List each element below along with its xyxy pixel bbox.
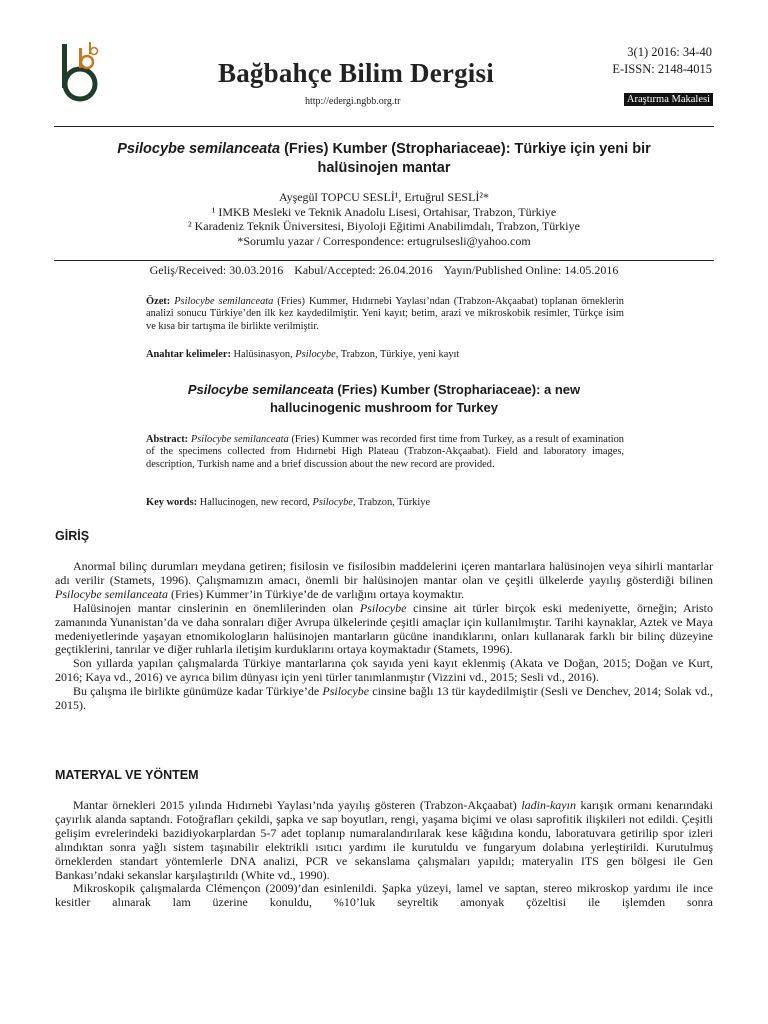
anahtar-post: , Trabzon, Türkiye, yeni kayıt <box>335 349 460 360</box>
en-title-line2: hallucinogenic mushroom for Turkey <box>269 400 498 415</box>
bbb-logo-icon <box>58 42 104 104</box>
giris-p1-text-b: (Fries) Kummer’in Türkiye’de de varlığını ortaya koymaktır. <box>167 586 465 601</box>
ozet-label: Özet: <box>146 296 171 307</box>
published-date: Yayın/Published Online: 14.05.2016 <box>443 263 619 277</box>
materyal-heading: MATERYAL VE YÖNTEM <box>55 768 199 782</box>
anahtar-label: Anahtar kelimeler: <box>146 349 231 360</box>
author-names: Ayşegül TOPCU SESLİ¹, Ertuğrul SESLİ²* <box>279 190 489 204</box>
giris-paragraph-3: Son yıllarda yapılan çalışmalarda Türkiye mantarlarına çok sayıda yeni kayıt eklenmiş (Akata ve Doğan, 2015; Doğan ve Kurt, 2016; Kaya vd., 2016) ve ayrıca bilim dünyası için yeni türler tanımlanmıştır (Vizzini vd., 2015; Sesli vd., 2016). <box>55 656 713 685</box>
giris-paragraph-1 <box>55 560 713 602</box>
materyal-p1-forest: ladin-kayın <box>521 798 576 812</box>
author-block <box>60 190 708 248</box>
issue-number: 3(1) 2016: 34-40 <box>627 45 712 59</box>
issue-info <box>612 44 712 78</box>
journal-logo <box>58 42 104 104</box>
ozet-paragraph <box>146 296 624 333</box>
giris-p1-text-a: Anormal bilinç durumları meydana getiren; fisilosin ve fisilosibin maddelerini içeren mantarlara halüsinojen veya sihirli mantarlar adı verilir (Stamets, 1996). Çalışmamızın amacı, önemli bir halüsinojen mantar olan ve çeşitli ülkelerde yayılış gösterdiği bilinen <box>55 559 713 587</box>
giris-p4-text-b: cinsine bağlı 13 tür kaydedilmiştir (Sesli ve Denchev, 2014; Solak vd., 2015). <box>55 684 713 713</box>
dates-line <box>60 263 708 278</box>
en-title-species: Psilocybe semilanceata <box>187 382 334 397</box>
giris-body <box>55 560 713 713</box>
ozet-species: Psilocybe semilanceata <box>174 296 274 307</box>
journal-url[interactable]: http://edergi.ngbb.org.tr <box>305 96 401 107</box>
keywords-post: , Trabzon, Türkiye <box>352 497 431 508</box>
journal-name: Bağbahçe Bilim Dergisi <box>218 58 494 88</box>
anahtar-pre: Halüsinasyon, <box>230 349 296 360</box>
keywords-pre: Hallucinogen, new record, <box>197 497 313 508</box>
giris-p1-species: Psilocybe semilanceata <box>55 586 168 601</box>
giris-heading: GİRİŞ <box>55 529 90 543</box>
giris-p4-genus: Psilocybe <box>322 684 370 699</box>
title-line2: halüsinojen mantar <box>317 160 451 176</box>
affiliation-2: ² Karadeniz Teknik Üniversitesi, Biyoloji Eğitimi Anabilimdalı, Trabzon, Türkiye <box>188 219 580 234</box>
affiliation-1: ¹ IMKB Mesleki ve Teknik Anadolu Lisesi, Ortahisar, Trabzon, Türkiye <box>211 204 557 219</box>
dates-top-divider <box>54 260 714 261</box>
giris-p4-text-a: Bu çalışma ile birlikte günümüze kadar Türkiye’de <box>73 684 323 699</box>
header-divider <box>54 126 714 127</box>
giris-paragraph-4 <box>55 685 713 713</box>
title-line1: (Fries) Kumber (Strophariaceae): Türkiye için yeni bir <box>280 141 651 157</box>
abstract-text: (Fries) Kummer was recorded first time from Turkey, as a result of examination of the specimens collected from Hıdırnebi High Plateau (Trabzon-Akçaabat). Field and laboratory images, description, Turkish name and a brief discussion about the new record are provided. <box>146 434 624 470</box>
anahtar-genus: Psilocybe <box>295 349 336 360</box>
received-date: Geliş/Received: 30.03.2016 <box>149 263 284 277</box>
materyal-paragraph-2: Mikroskopik çalışmalarda Clémençon (2009)’dan esinlenildi. Şapka yüzeyi, lamel ve saptan, stereo mikroskop yardımı ile ince kesitler alınarak lam üzerine konuldu, %10’luk seyreltik amonyak çözeltisi ile işlemden sonra <box>55 881 713 910</box>
keywords-label: Key words: <box>146 497 198 508</box>
abstract-label: Abstract: <box>146 434 189 445</box>
english-title <box>120 381 648 417</box>
ozet-text: (Fries) Kummer, Hıdırnebi Yaylası’ndan (Trabzon-Akçaabat) toplanan örneklerin analizi sonucu Türkiye’den ilk kez kaydedilmiştir. Yeni kayıt; betim, arazi ve mikroskobik resimler, Türkçe isim ve kısa bir tartışma ile birlikte verilmiştir. <box>146 296 624 332</box>
abstract-paragraph <box>146 434 624 471</box>
keywords-genus: Psilocybe <box>312 497 353 508</box>
anahtar-kelimeler <box>146 349 624 361</box>
abstract-species: Psilocybe semilanceata <box>190 434 289 445</box>
en-title-line1: (Fries) Kumber (Strophariaceae): a new <box>333 382 581 397</box>
accepted-date: Kabul/Accepted: 26.04.2016 <box>294 263 433 277</box>
paper-title <box>60 140 708 178</box>
issn: E-ISSN: 2148-4015 <box>612 62 712 76</box>
materyal-paragraph-1 <box>55 799 713 882</box>
key-words <box>146 497 624 509</box>
giris-p2-genus: Psilocybe <box>359 600 407 615</box>
materyal-body <box>55 799 713 910</box>
materyal-p1-text-a: Mantar örnekleri 2015 yılında Hıdırnebi Yaylası’nda yayılış gösteren (Trabzon-Akçaabat) <box>73 798 522 812</box>
giris-paragraph-2 <box>55 602 713 658</box>
giris-p2-text-b: cinsine ait türler birçok eski medeniyette, örneğin; Aristo zamanında Yunanistan’da ve daha sonraları diğer Avrupa ülkelerinde çeşitli amaçlar için kullanılmıştır. Tarihi kaynaklar, Aztek ve Maya medeniyetlerinde yaşayan etnomikologların halüsinojen mantarların gücüne inandıklarını, onları kullanarak farklı bir bilinç düzeyine geçtiklerini, tanrılar ve diğer ruhlarla iletişim kurduklarını ortaya koymaktadır (Stamets, 1996). <box>55 600 714 657</box>
materyal-p1-text-b: karışık ormanı kenarındaki çayırlık alanda saptandı. Fotoğrafları çekildi, şapka ve sap boyutları, rengi, yaşama biçimi ve olası saprofitik ilişkileri not edildi. Çeşitli gelişim evrelerindeki bazidiyokarplardan 5-7 adet toplanıp numaralandırılarak kese kâğıdına kondu, laboratuvara getirilip spor izleri alındıktan sonra yağlı sistem taşınabilir elektrikli ısıtıcı yardımı ile kurutuldu ve fungaryum dolabına yerleştirildi. Kurutulmuş örneklerden standart yöntemlerle DNA analizi, PCR ve sekanslama çalışmaları yapıldı; materyalin ITS gen bölgesi ile Gen Bankası’ndaki sekanslar karşılaştırıldı (White vd., 1990). <box>55 798 713 882</box>
corresponding-author: *Sorumlu yazar / Correspondence: ertugrulsesli@yahoo.com <box>237 233 531 248</box>
title-species: Psilocybe semilanceata <box>117 141 281 157</box>
giris-p2-text-a: Halüsinojen mantar cinslerinin en önemlilerinden olan <box>73 600 360 615</box>
article-type-badge: Araştırma Makalesi <box>624 93 713 106</box>
